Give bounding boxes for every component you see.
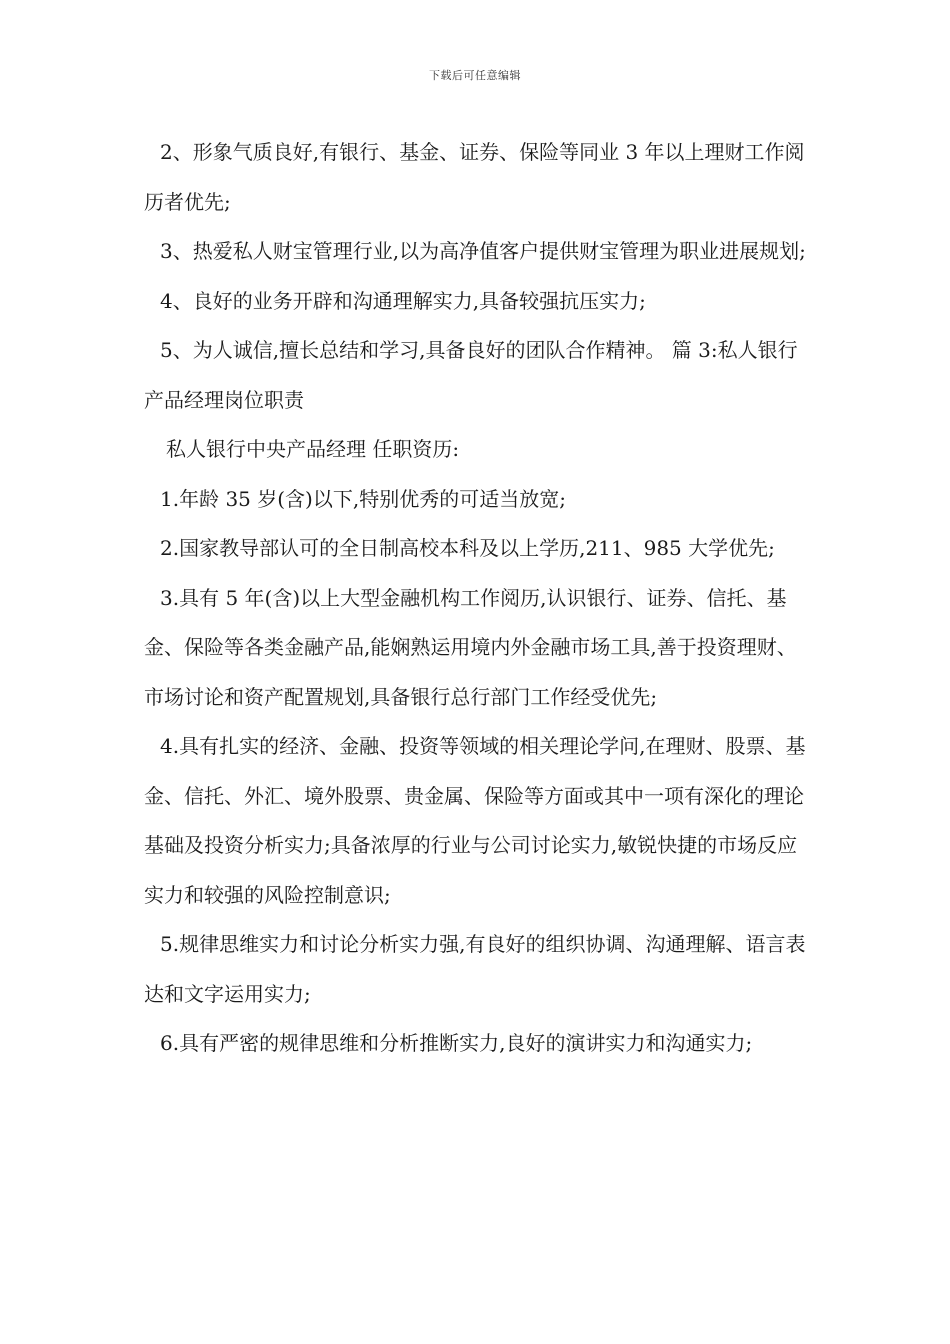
paragraph-item-4: 4、良好的业务开辟和沟通理解实力,具备较强抗压实力; [160, 288, 646, 313]
requirement-3: 3.具有 5 年(含)以上大型金融机构工作阅历,认识银行、证券、信托、基金、保险等各类金融产品,能娴熟运用境内外金融市场工具,善于投资理财、市场讨论和资产配置规划,具备银行总行部门工作经受优先; [144, 585, 797, 709]
requirement-1: 1.年龄 35 岁(含)以下,特别优秀的可适当放宽; [160, 486, 566, 511]
paragraph-item-5: 5、为人诚信,擅长总结和学习,具备良好的团队合作精神。 篇 3:私人银行产品经理岗位职责 [144, 338, 798, 412]
section-heading: 私人银行中央产品经理 任职资历: [166, 437, 460, 461]
header-note: 下载后可任意编辑 [429, 69, 521, 82]
requirement-6: 6.具有严密的规律思维和分析推断实力,良好的演讲实力和沟通实力; [160, 1031, 753, 1055]
requirement-4: 4.具有扎实的经济、金融、投资等领域的相关理论学问,在理财、股票、基金、信托、外汇、境外股票、贵金属、保险等方面或其中一项有深化的理论基础及投资分析实力;具备浓厚的行业与公司讨论实力,敏锐快捷的市场反应实力和较强的风险控制意识; [144, 734, 806, 907]
paragraph-item-3: 3、热爱私人财宝管理行业,以为高净值客户提供财宝管理为职业进展规划; [160, 239, 806, 263]
requirement-2: 2.国家教导部认可的全日制高校本科及以上学历,211、985 大学优先; [160, 536, 775, 560]
document-body [144, 128, 816, 1069]
requirement-5: 5.规律思维实力和讨论分析实力强,有良好的组织协调、沟通理解、语言表达和文字运用实力; [144, 932, 806, 1006]
paragraph-item-2: 2、形象气质良好,有银行、基金、证券、保险等同业 3 年以上理财工作阅历者优先; [144, 140, 805, 214]
